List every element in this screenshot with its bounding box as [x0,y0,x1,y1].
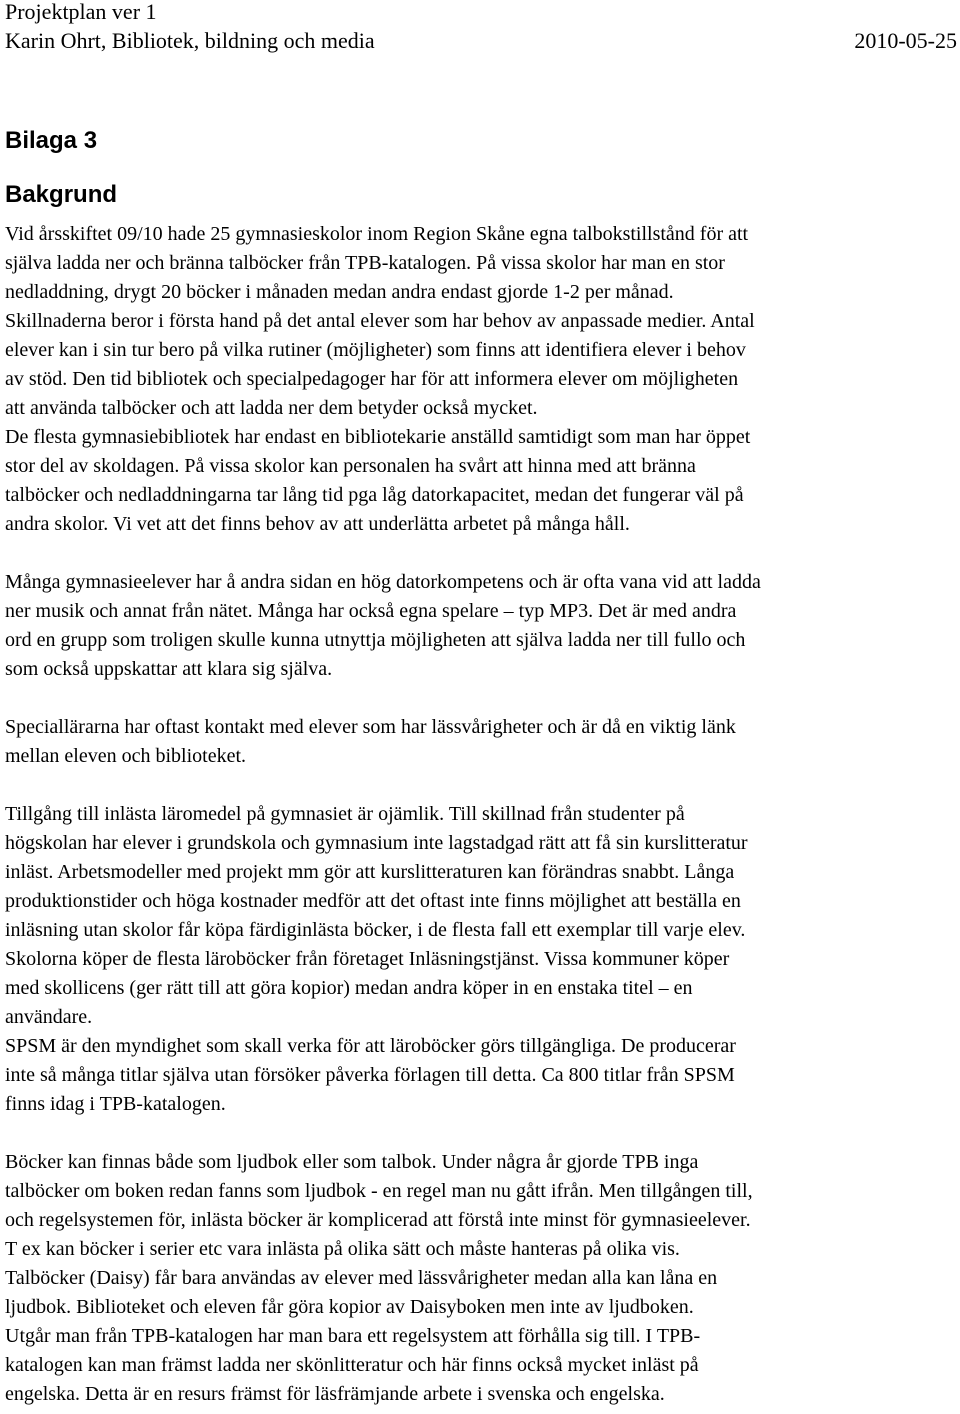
paragraph [5,800,957,1119]
paragraph-gap [5,1119,957,1148]
text-line: ljudbok. Biblioteket och eleven får göra kopior av Daisyboken men inte av ljudboken. [5,1296,694,1318]
paragraph-gap [5,771,957,800]
text-line: finns idag i TPB-katalogen. [5,1093,226,1115]
text-line: inläst. Arbetsmodeller med projekt mm gör att kurslitteraturen kan förändras snabbt. Långa [5,861,735,883]
text-line: produktionstider och höga kostnader medför att det oftast inte finns möjlighet att beställa en [5,890,741,912]
text-line: ner musik och annat från nätet. Många har också egna spelare – typ MP3. Det är med andra [5,600,737,622]
text-line: inte så många titlar själva utan försöker påverka förlagen till detta. Ca 800 titlar från SPSM [5,1064,735,1086]
text-line: Vid årsskiftet 09/10 hade 25 gymnasieskolor inom Region Skåne egna talbokstillstånd för att [5,223,749,245]
text-line: elever kan i sin tur bero på vilka rutiner (möjligheter) som finns att identifiera elever i behov [5,339,746,361]
text-line: själva ladda ner och bränna talböcker från TPB-katalogen. På vissa skolor har man en stor [5,252,725,274]
text-line: mellan eleven och biblioteket. [5,745,247,767]
text-line: stor del av skoldagen. På vissa skolor kan personalen ha svårt att hinna med att bränna [5,455,696,477]
text-line: av stöd. Den tid bibliotek och specialpedagoger har för att informera elever om möjligheten [5,368,739,390]
text-line: inläsning utan skolor får köpa färdiginlästa böcker, i de flesta fall ett exemplar till varje elev. [5,919,746,941]
header-meta [5,26,957,55]
header-title: Projektplan ver 1 [5,0,157,24]
header-date: 2010-05-25 [854,28,957,53]
body-text [5,220,957,1409]
text-line: talböcker och nedladdningarna tar lång tid pga låg datorkapacitet, medan det fungerar väl på [5,484,744,506]
text-line: Tillgång till inlästa läromedel på gymnasiet är ojämlik. Till skillnad från studenter på [5,803,685,825]
text-line: T ex kan böcker i serier etc vara inlästa på olika sätt och måste hanteras på olika vis. [5,1238,680,1260]
text-line: Speciallärarna har oftast kontakt med elever som har lässvårigheter och är då en viktig länk [5,716,736,738]
text-line: Skolorna köper de flesta läroböcker från företaget Inläsningstjänst. Vissa kommuner köper [5,948,730,970]
paragraph [5,713,957,771]
paragraph-gap [5,684,957,713]
text-line: Böcker kan finnas både som ljudbok eller som talbok. Under några år gjorde TPB inga [5,1151,699,1173]
paragraph-gap [5,539,957,568]
text-line: talböcker om boken redan fanns som ljudbok - en regel man nu gått ifrån. Men tillgången till, [5,1180,753,1202]
text-line: som också uppskattar att klara sig själva. [5,658,333,680]
text-line: engelska. Detta är en resurs främst för läsfrämjande arbete i svenska och engelska. [5,1383,665,1405]
text-line: med skollicens (ger rätt till att göra kopior) medan andra köper in en enstaka titel – en [5,977,693,999]
paragraph [5,220,957,539]
text-line: Många gymnasieelever har å andra sidan en hög datorkompetens och är ofta vana vid att ladda [5,571,761,593]
text-line: SPSM är den myndighet som skall verka för att läroböcker görs tillgängliga. De producerar [5,1035,736,1057]
header-author: Karin Ohrt, Bibliotek, bildning och media [5,28,375,53]
text-line: att använda talböcker och att ladda ner dem betyder också mycket. [5,397,538,419]
paragraph [5,1148,957,1409]
text-line: nedladdning, drygt 20 böcker i månaden medan andra endast gjorde 1-2 per månad. [5,281,674,303]
appendix-heading: Bilaga 3 [5,127,98,154]
text-line: användare. [5,1006,93,1028]
text-line: andra skolor. Vi vet att det finns behov av att underlätta arbetet på många håll. [5,513,630,535]
text-line: ord en grupp som troligen skulle kunna utnyttja möjligheten att själva ladda ner till fullo och [5,629,746,651]
paragraph [5,568,957,684]
text-line: Utgår man från TPB-katalogen har man bara ett regelsystem att förhålla sig till. I TPB- [5,1325,701,1347]
text-line: Talböcker (Daisy) får bara användas av elever med lässvårigheter medan alla kan låna en [5,1267,718,1289]
text-line: Skillnaderna beror i första hand på det antal elever som har behov av anpassade medier. Antal [5,310,755,332]
text-line: och regelsystemen för, inlästa böcker är komplicerad att förstå inte minst för gymnasieelever. [5,1209,751,1231]
section-heading: Bakgrund [5,181,118,208]
text-line: högskolan har elever i grundskola och gymnasium inte lagstadgad rätt att få sin kurslitteratur [5,832,748,854]
text-line: De flesta gymnasiebibliotek har endast en bibliotekarie anställd samtidigt som man har öppet [5,426,751,448]
text-line: katalogen kan man främst ladda ner skönlitteratur och här finns också mycket inläst på [5,1354,699,1376]
